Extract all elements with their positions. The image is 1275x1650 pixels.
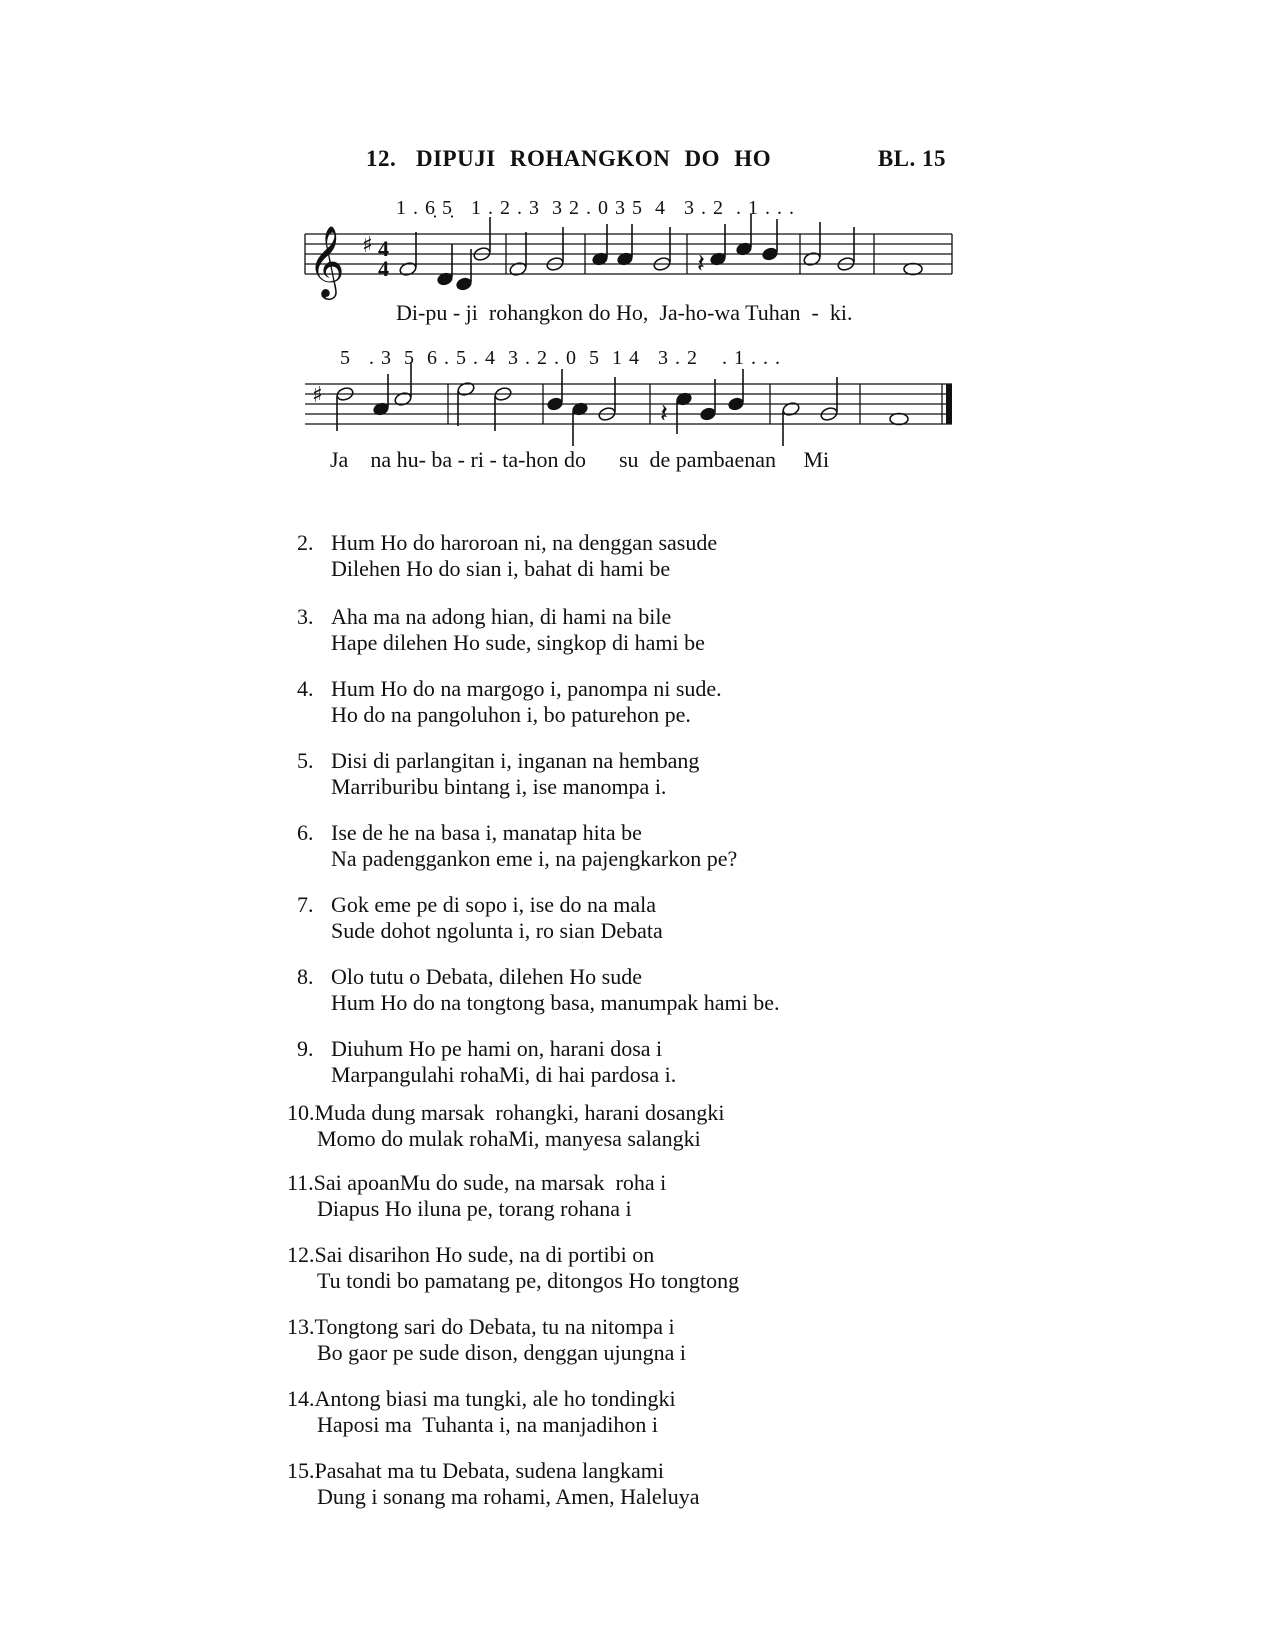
svg-text:4: 4 [378, 256, 389, 281]
svg-text:𝄞: 𝄞 [308, 224, 345, 297]
svg-text:𝄽: 𝄽 [697, 249, 705, 279]
svg-text:4: 4 [378, 236, 389, 261]
verse-15 [287, 1458, 997, 1530]
verse-2 [297, 530, 997, 604]
verse-line: Hum Ho do na tongtong basa, manumpak hami be. [331, 990, 780, 1015]
verse-8 [297, 964, 997, 1036]
verse-line: Marpangulahi rohaMi, di hai pardosa i. [331, 1062, 677, 1087]
verse-4 [297, 676, 997, 748]
verse-13 [287, 1314, 997, 1386]
verse-line: 11.Sai apoanMu do sude, na marsak roha i [287, 1170, 667, 1195]
svg-text:𝄽: 𝄽 [660, 399, 668, 429]
verse-line: Dung i sonang ma rohami, Amen, Haleluya [317, 1484, 700, 1509]
verse-line: Disi di parlangitan i, inganan na hembang [331, 748, 700, 773]
verse-number: 5. [297, 748, 314, 773]
verse-10 [287, 1100, 997, 1170]
verse-line: Na padenggankon eme i, na pajengkarkon pe? [331, 846, 738, 871]
verse-line: Marriburibu bintang i, ise manompa i. [331, 774, 667, 799]
lyrics-line-2: Ja na hu- ba - ri - ta-hon do su de pambaenan Mi [330, 447, 830, 472]
verse-line: Ise de he na basa i, manatap hita be [331, 820, 642, 845]
verse-line: Gok eme pe di sopo i, ise do na mala [331, 892, 657, 917]
verse-number: 2. [297, 530, 314, 555]
hymn-name: DIPUJI ROHANGKON DO HO [416, 146, 772, 171]
verse-6 [297, 820, 997, 892]
verse-line: Bo gaor pe sude dison, denggan ujungna i [317, 1340, 687, 1365]
svg-text:♯: ♯ [312, 383, 323, 408]
verse-5 [297, 748, 997, 820]
verse-line: Aha ma na adong hian, di hami na bile [331, 604, 672, 629]
verse-number: 8. [297, 964, 314, 989]
verse-12 [287, 1242, 997, 1314]
verse-9 [297, 1036, 997, 1100]
verse-line: Tu tondi bo pamatang pe, ditongos Ho tongtong [317, 1268, 740, 1293]
verse-line: Momo do mulak rohaMi, manyesa salangki [317, 1126, 701, 1151]
verse-line: 10.Muda dung marsak rohangki, harani dosangki [287, 1100, 725, 1125]
verse-number: 4. [297, 676, 314, 701]
verse-line: 13.Tongtong sari do Debata, tu na nitompa i [287, 1314, 675, 1339]
solfa-line-1: 1 . 6̣ 5̣ 1 . 2 . 3 3 2 . 0 3 5 4 3 . 2 . 1 . . . [396, 197, 795, 219]
verse-3 [297, 604, 997, 676]
hymn-number: 12. [366, 146, 397, 171]
verse-11 [287, 1170, 997, 1242]
verse-line: Haposi ma Tuhanta i, na manjadihon i [317, 1412, 658, 1437]
hymn-reference: BL. 15 [877, 146, 946, 171]
music-staff [0, 0, 1275, 520]
solfa-line-2: 5 . 3 5 6 . 5 . 4 3 . 2 . 0 5 1 4 3 . 2 . 1 . . . [340, 347, 781, 369]
svg-text:♯: ♯ [362, 233, 373, 258]
verse-line: 12.Sai disarihon Ho sude, na di portibi on [287, 1242, 655, 1267]
verse-14 [287, 1386, 997, 1458]
verse-number: 9. [297, 1036, 314, 1061]
verse-number: 3. [297, 604, 314, 629]
verse-line: Diapus Ho iluna pe, torang rohana i [317, 1196, 632, 1221]
verse-line: Hum Ho do haroroan ni, na denggan sasude [331, 530, 718, 555]
verse-line: Sude dohot ngolunta i, ro sian Debata [331, 918, 663, 943]
verses-list [287, 530, 997, 1530]
verse-line: Diuhum Ho pe hami on, harani dosa i [331, 1036, 663, 1061]
verse-number: 6. [297, 820, 314, 845]
verse-line: 14.Antong biasi ma tungki, ale ho tondingki [287, 1386, 676, 1411]
verse-line: Hape dilehen Ho sude, singkop di hami be [331, 630, 705, 655]
verse-7 [297, 892, 997, 964]
lyrics-line-1: Di-pu - ji rohangkon do Ho, Ja-ho-wa Tuhan - ki. [396, 300, 853, 325]
verse-line: Ho do na pangoluhon i, bo paturehon pe. [331, 702, 691, 727]
verse-line: Olo tutu o Debata, dilehen Ho sude [331, 964, 642, 989]
verse-line: 15.Pasahat ma tu Debata, sudena langkami [287, 1458, 664, 1483]
verse-number: 7. [297, 892, 314, 917]
verse-line: Dilehen Ho do sian i, bahat di hami be [331, 556, 671, 581]
verse-line: Hum Ho do na margogo i, panompa ni sude. [331, 676, 722, 701]
